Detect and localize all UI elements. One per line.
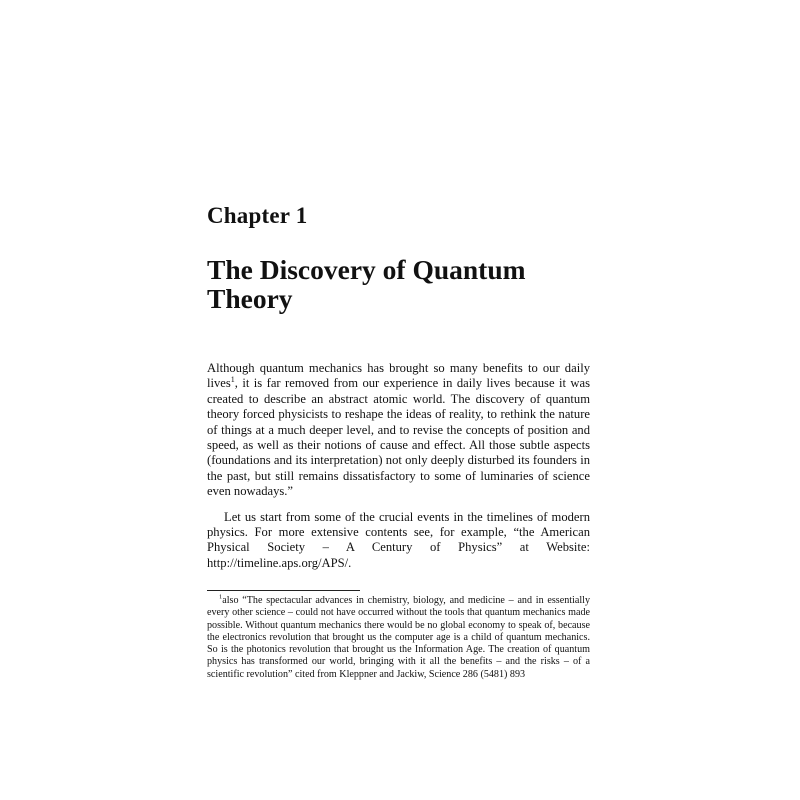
paragraph-intro-start: Although quantum mechanics has brought so many benefits to our daily lives xyxy=(207,361,590,391)
footnote-divider xyxy=(207,590,360,591)
footnote xyxy=(207,595,590,681)
footnote-mark: 1 xyxy=(219,593,223,601)
footnote-reference: 1 xyxy=(230,375,235,385)
chapter-body xyxy=(207,361,590,571)
footnote-text: also “The spectacular advances in chemistry, biology, and medicine – and in essentially every other science – could not have occurred without the tools that quantum mechanics made possible. Without quantum mechanics there would be no global economy to speak of, because the electronics revolution that brought us the computer age is a child of quantum mechanics. So is the photonics revolution that brought us the Information Age. The creation of quantum physics has transformed our world, bringing with it all the benefits – and the risks – of a scientific revolution” cited from Kleppner and Jackiw, Science 286 (5481) 893 xyxy=(207,595,590,680)
chapter-label: Chapter 1 xyxy=(207,203,308,228)
paragraph-timeline: Let us start from some of the crucial events in the timelines of modern physics. For more extensive contents see, for example, “the American Physical Society – A Century of Physics” at Website: http://timeline.aps.org/APS/. xyxy=(207,509,590,570)
book-page xyxy=(207,0,590,800)
paragraph-intro xyxy=(207,361,590,500)
chapter-title: The Discovery of Quantum Theory xyxy=(207,254,526,314)
paragraph-intro-rest: , it is far removed from our experience in daily lives because it was created to describe an abstract atomic world. The discovery of quantum theory forced physicists to reshape the ideas of reality, to rethink the nature of things at a much deeper level, and to revise the concepts of position and speed, as well as their notions of cause and effect. All those subtle aspects (foundations and its interpretation) not only deeply disturbed its founders in the past, but still remains dissatisfactory to some of luminaries of science even nowadays.” xyxy=(207,376,590,499)
